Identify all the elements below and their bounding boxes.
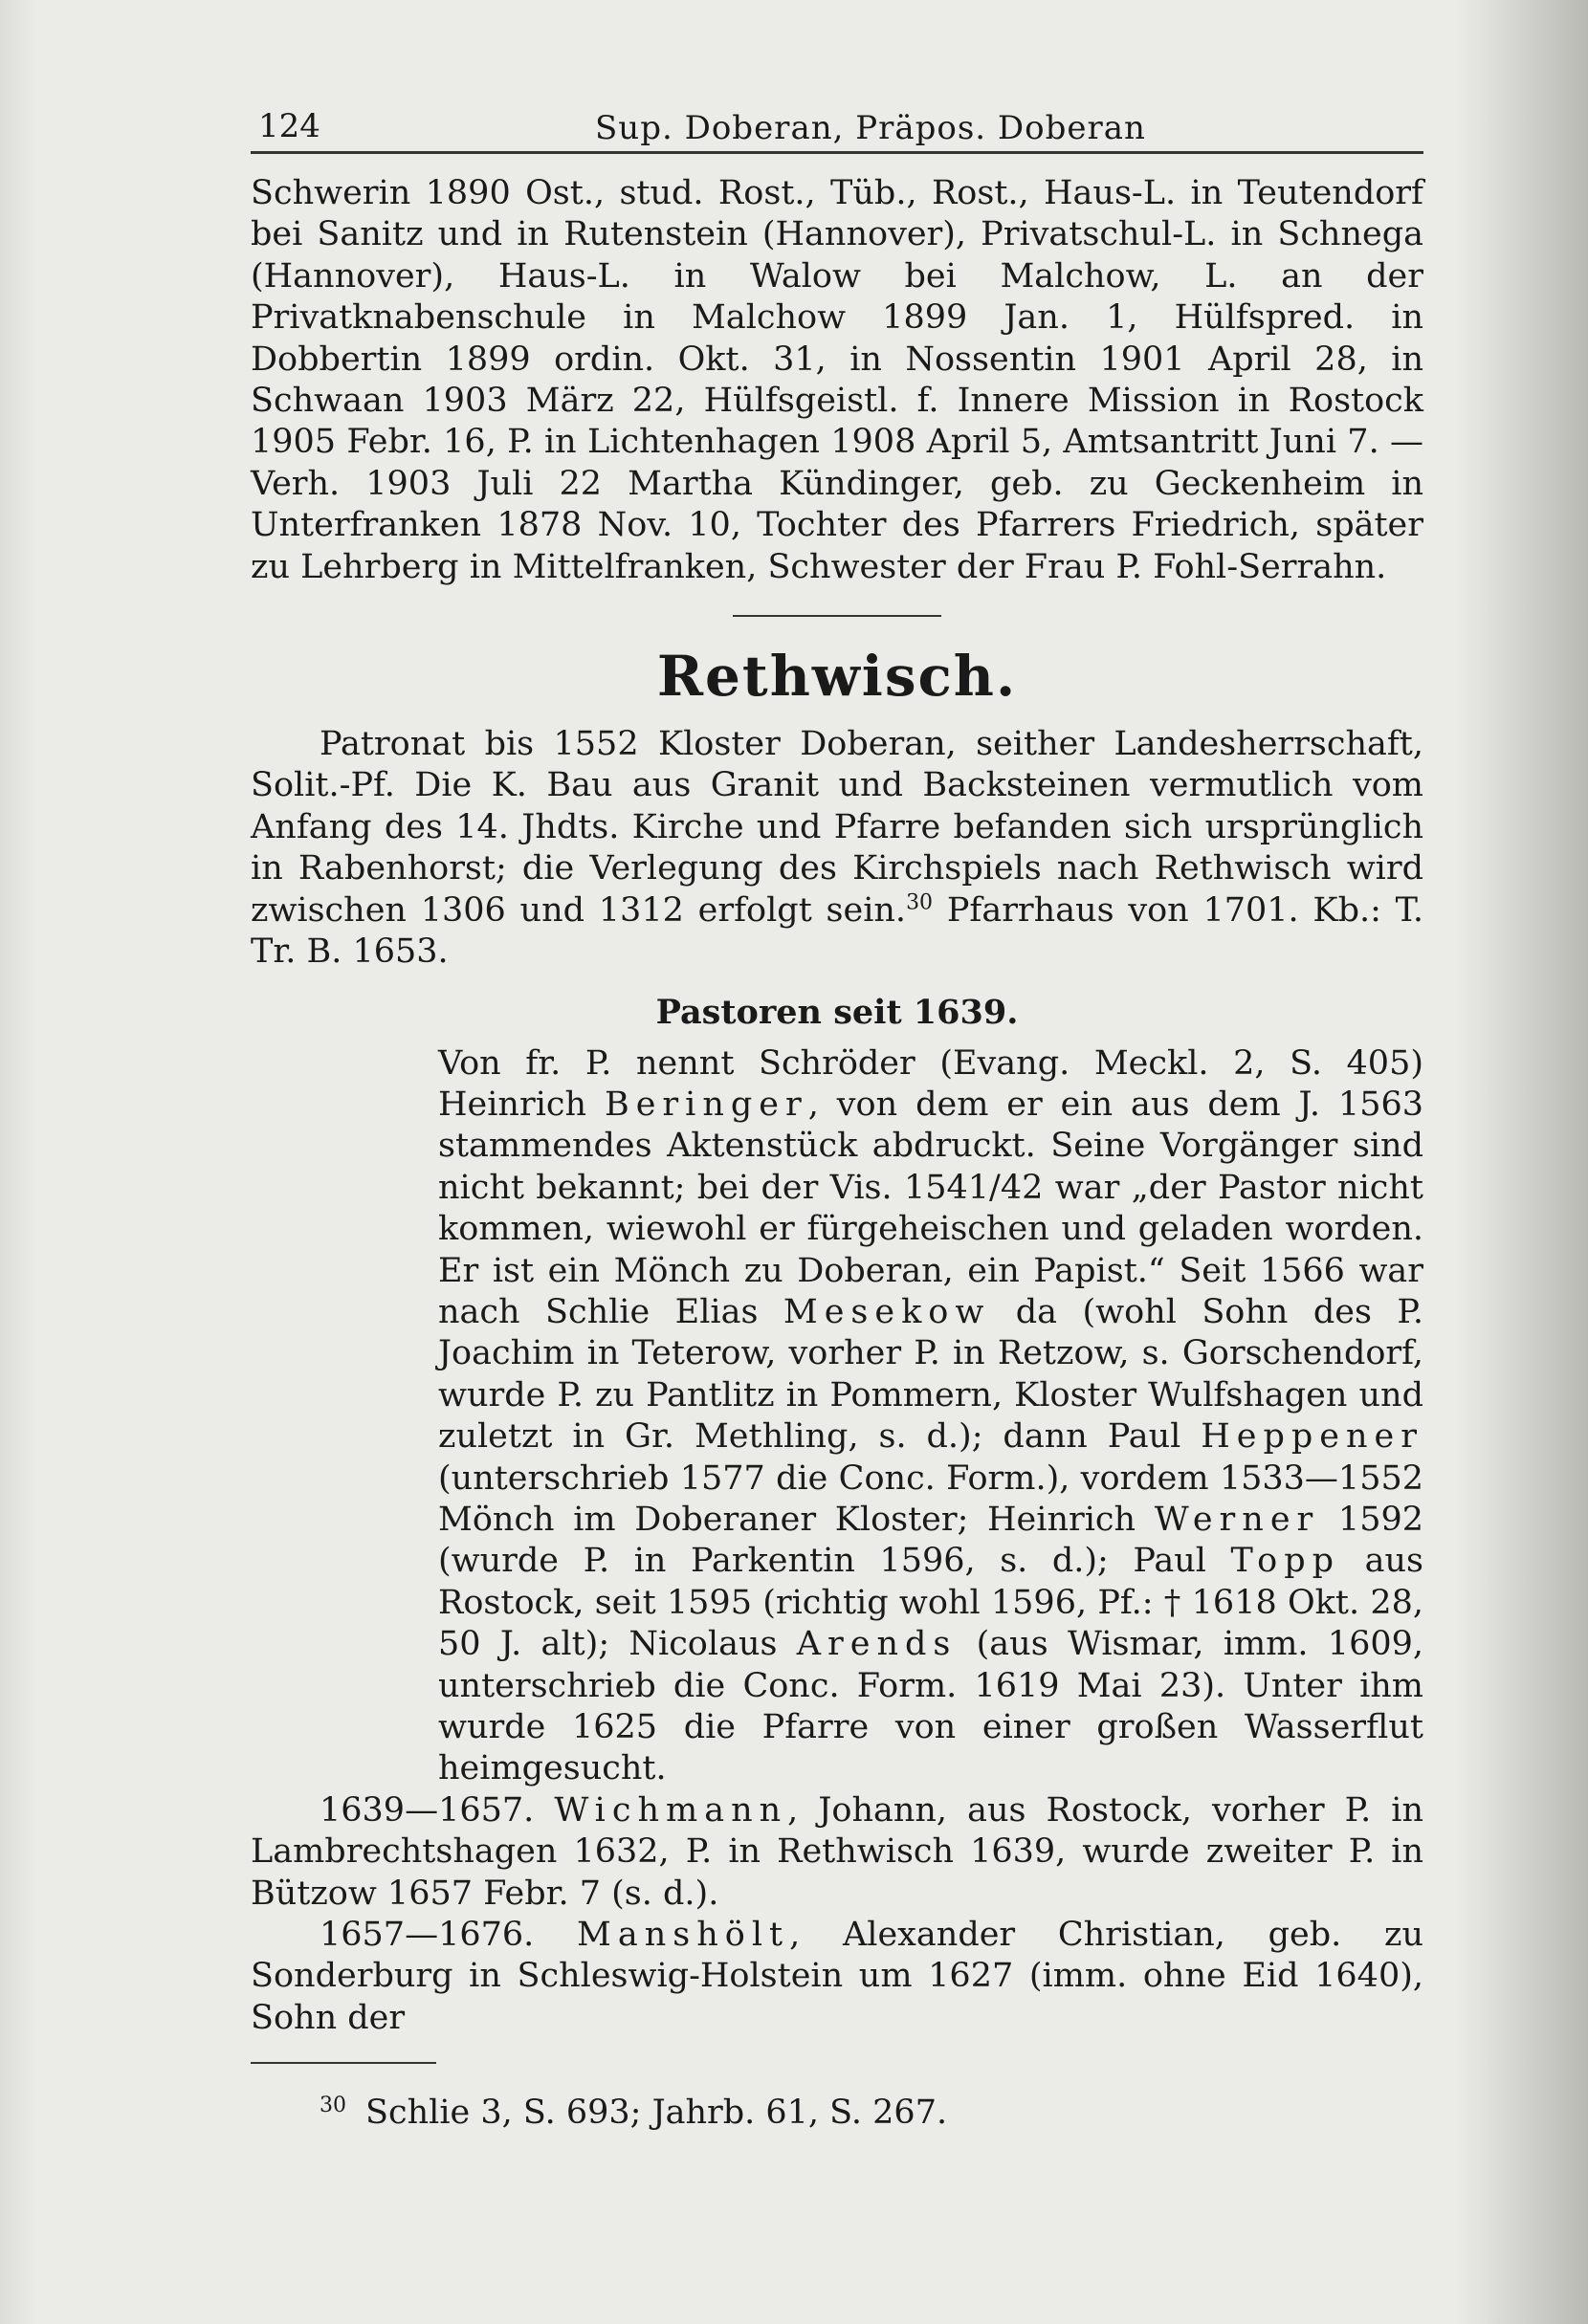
section-title: Rethwisch. [656, 644, 1018, 710]
preface-text: aus Rostock, seit 1595 (richtig wohl 1596, Pf.: † 1618 Okt. 28, 50 J. alt); Nicolaus [438, 1542, 1423, 1664]
pastor-name: Heppener [1201, 1417, 1423, 1457]
entry-text: , Johann, aus Rostock, vorher P. in Lambrechtshagen 1632, P. in Rethwisch 1639, wurde zweiter P. in Bützow 1657 Febr. 7 (s. d.). [251, 1790, 1423, 1913]
preface-text: (aus Wismar, imm. 1609, unterschrieb die Conc. Form. 1619 Mai 23). Unter ihm wurde 1625 die Pfarre von einer großen Wasserflut heimgesucht. [438, 1625, 1423, 1788]
pastors-preface-paragraph [251, 1043, 1423, 1790]
footnote-reference: 30 [906, 890, 934, 915]
section-intro-paragraph [251, 724, 1423, 973]
intro-text: Patronat bis 1552 Kloster Doberan, seither Landesherrschaft, Solit.-Pf. Die K. Bau aus Granit und Backsteinen vermutlich vom Anfang des 14. Jhdts. Kirche und Pfarre befanden sich ursprünglich in Rabenhorst; die Verlegung des Kirchspiels nach Rethwisch wird zwischen 1306 und 1312 erfolgt sein. [251, 725, 1423, 930]
page-header [251, 96, 1423, 154]
footnote [251, 2093, 1423, 2134]
pastor-name: Topp [1230, 1542, 1341, 1581]
continued-paragraph: Schwerin 1890 Ost., stud. Rost., Tüb., Rost., Haus-L. in Teutendorf bei Sanitz und in Rutenstein (Hannover), Privatschul-L. in Schnega (Hannover), Haus-L. in Walow bei Malchow, L. an der Privatknabenschule in Malchow 1899 Jan. 1, Hülfspred. in Dobbertin 1899 ordin. Okt. 31, in Nossentin 1901 April 28, in Schwaan 1903 März 22, Hülfsgeistl. f. Innere Mission in Rostock 1905 Febr. 16, P. in Lichtenhagen 1908 April 5, Amtsantritt Juni 7. — Verh. 1903 Juli 22 Martha Kündinger, geb. zu Geckenheim in Unterfranken 1878 Nov. 10, Tochter des Pfarrers Friedrich, später zu Lehrberg in Mittelfranken, Schwester der Frau P. Fohl-Serrahn. [251, 174, 1423, 586]
pastor-name: Mesekow [783, 1292, 991, 1331]
page-number: 124 [258, 107, 320, 145]
entry-years: 1657—1676. [320, 1916, 535, 1955]
entry-text: , Alexander Christian, geb. zu Sonderburg in Schleswig-Holstein um 1627 (imm. ohne Eid 1640), Sohn der [251, 1916, 1423, 2037]
pastor-name: Beringer [604, 1085, 808, 1124]
pastor-name: Werner [1154, 1500, 1320, 1539]
preface-text: (unterschrieb 1577 die Conc. Form.), vordem 1533—1552 Mönch im Doberaner Kloster; Heinrich [438, 1458, 1423, 1539]
entry-name: Manshölt [577, 1916, 790, 1955]
footnote-divider [251, 2062, 436, 2064]
pastor-name: Arends [796, 1625, 958, 1664]
pastor-entry [251, 1790, 1423, 1915]
footnote-text: Schlie 3, S. 693; Jahrb. 61, S. 267. [365, 2094, 948, 2133]
intro-text-end: Pfarrhaus von 1701. Kb.: T. Tr. B. 1653. [251, 890, 1423, 972]
preface-text: da (wohl Sohn des P. Joachim in Teterow, vorher P. in Retzow, s. Gorschendorf, wurde P. zu Pantlitz in Pommern, Kloster Wulfshagen und zuletzt in Gr. Methling, s. d.); dann Paul [438, 1292, 1423, 1457]
running-head: Sup. Doberan, Präpos. Doberan [595, 109, 1146, 147]
preface-text: Von fr. P. nennt Schröder (Evang. Meckl. 2, S. 405) Heinrich [438, 1043, 1423, 1124]
entry-name: Wichmann [554, 1790, 788, 1830]
pastor-entry [251, 1915, 1423, 2039]
document-page [251, 96, 1423, 2135]
preface-text: 1592 (wurde P. in Parkentin 1596, s. d.); Paul [438, 1500, 1423, 1581]
footnote-mark: 30 [320, 2093, 346, 2117]
entry-years: 1639—1657. [320, 1790, 535, 1830]
preface-text: , von dem er ein aus dem J. 1563 stammendes Aktenstück abdruckt. Seine Vorgänger sind nicht bekannt; bei der Vis. 1541/42 war „der Pastor nicht kommen, wiewohl er fürgeheischen und geladen worden. Er ist ein Mönch zu Doberan, ein Papist.“ Seit 1566 war nach Schlie Elias [438, 1085, 1423, 1331]
subsection-title: Pastoren seit 1639. [655, 992, 1019, 1032]
section-divider [733, 615, 941, 617]
